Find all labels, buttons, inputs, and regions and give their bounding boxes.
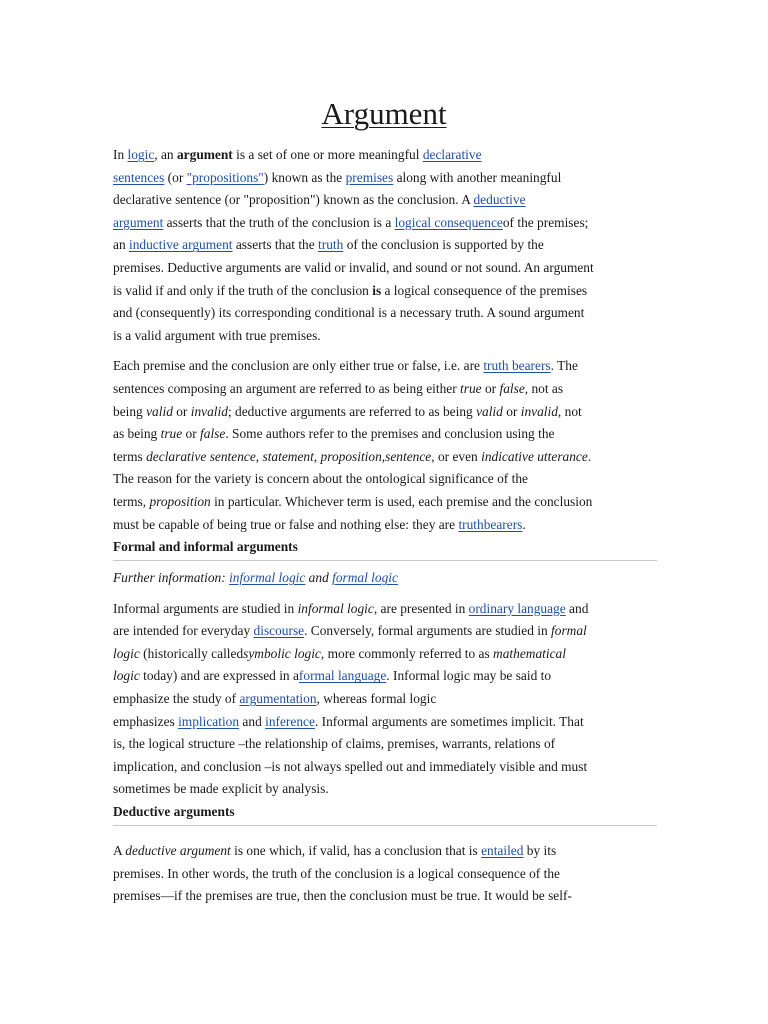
text-line: logic (historically calledsymbolic logic, more commonly referred to as mathematical — [113, 645, 566, 661]
text-line: as being true or false. Some authors refer to the premises and conclusion using the — [113, 426, 555, 442]
text-line: is a valid argument with true premises. — [113, 327, 321, 343]
text-line: an inductive argument asserts that the truth of the conclusion is supported by the — [113, 237, 544, 253]
text-line: premises—if the premises are true, then the conclusion must be true. It would be self- — [113, 888, 572, 904]
text-line: implication, and conclusion –is not always spelled out and immediately visible and must — [113, 758, 588, 774]
link-truthbearers[interactable]: truthbearers — [458, 516, 523, 532]
text-line: sometimes be made explicit by analysis. — [113, 781, 329, 797]
text-line: and (consequently) its corresponding conditional is a necessary truth. A sound argument — [113, 305, 585, 321]
link-truth[interactable]: truth — [318, 237, 344, 253]
link-informal-logic[interactable]: informal logic — [229, 570, 306, 586]
text-line: declarative sentence (or "proposition") known as the conclusion. A deductive — [113, 192, 526, 208]
section-heading-formal-informal: Formal and informal arguments — [113, 536, 657, 561]
link-logic[interactable]: logic — [127, 147, 155, 162]
paragraph-informal-arguments — [113, 598, 657, 801]
paragraph-deductive-arguments — [113, 840, 657, 908]
text-line: is valid if and only if the truth of the conclusion is a logical consequence of the premises — [113, 282, 588, 298]
link-ordinary-language[interactable]: ordinary language — [468, 600, 566, 616]
text-line: Each premise and the conclusion are only either true or false, i.e. are truth bearers. The — [113, 358, 578, 374]
section-heading-deductive: Deductive arguments — [113, 801, 657, 826]
text-line: Informal arguments are studied in informal logic, are presented in ordinary language and — [113, 600, 589, 616]
text-line: emphasizes implication and inference. Informal arguments are sometimes implicit. That — [113, 713, 584, 729]
link-formal-logic[interactable]: formal logic — [332, 570, 398, 586]
text-line: The reason for the variety is concern about the ontological significance of the — [113, 471, 528, 487]
text-line: emphasize the study of argumentation, whereas formal logic — [113, 691, 437, 707]
link-premises[interactable]: premises — [345, 169, 394, 185]
text-line: A deductive argument is one which, if valid, has a conclusion that is entailed by its — [113, 843, 557, 859]
text-line: being valid or invalid; deductive arguments are referred to as being valid or invalid, not — [113, 403, 582, 419]
link-propositions[interactable]: "propositions" — [186, 169, 264, 185]
page-title: Argument — [321, 96, 447, 131]
link-implication[interactable]: implication — [178, 713, 240, 729]
paragraph-intro — [113, 144, 657, 347]
text-line: logic today) and are expressed in aformal language. Informal logic may be said to — [113, 668, 552, 684]
link-entailed[interactable]: entailed — [481, 843, 524, 859]
text-line: must be capable of being true or false and nothing else: they are truthbearers. — [113, 516, 526, 532]
article-body — [113, 144, 657, 908]
text-line: terms, proposition in particular. Whichever term is used, each premise and the conclusion — [113, 493, 593, 509]
link-argumentation[interactable]: argumentation — [239, 691, 317, 707]
further-information: Further information: informal logic and formal logic — [113, 570, 398, 586]
text-line: premises. Deductive arguments are valid or invalid, and sound or not sound. An argument — [113, 259, 594, 275]
link-deductive-argument-2[interactable]: argument — [113, 214, 164, 230]
link-inductive-argument[interactable]: inductive argument — [129, 237, 233, 253]
text-line: sentences composing an argument are referred to as being either true or false, not as — [113, 380, 564, 396]
link-declarative-sentences-2[interactable]: sentences — [113, 169, 165, 185]
link-declarative-sentences[interactable]: declarative — [422, 147, 482, 162]
link-truth-bearers[interactable]: truth bearers — [483, 358, 551, 374]
link-inference[interactable]: inference — [265, 713, 315, 729]
text-line: terms declarative sentence, statement, proposition,sentence, or even indicative utterance. — [113, 448, 592, 464]
text-line: In logic, an argument is a set of one or more meaningful declarative — [113, 147, 482, 162]
text-line: argument asserts that the truth of the conclusion is a logical consequenceof the premises; — [113, 214, 589, 230]
link-deductive-argument[interactable]: deductive — [473, 192, 526, 208]
text-line: are intended for everyday discourse. Conversely, formal arguments are studied in formal — [113, 623, 587, 639]
text-line: sentences (or "propositions") known as the premises along with another meaningful — [113, 169, 562, 185]
link-discourse[interactable]: discourse — [253, 623, 305, 639]
text-line: premises. In other words, the truth of the conclusion is a logical consequence of the — [113, 865, 560, 881]
link-formal-language[interactable]: formal language — [298, 668, 387, 684]
link-logical-consequence[interactable]: logical consequence — [394, 214, 503, 230]
paragraph-truth-bearers — [113, 355, 657, 536]
text-line: is, the logical structure –the relationship of claims, premises, warrants, relations of — [113, 736, 556, 752]
